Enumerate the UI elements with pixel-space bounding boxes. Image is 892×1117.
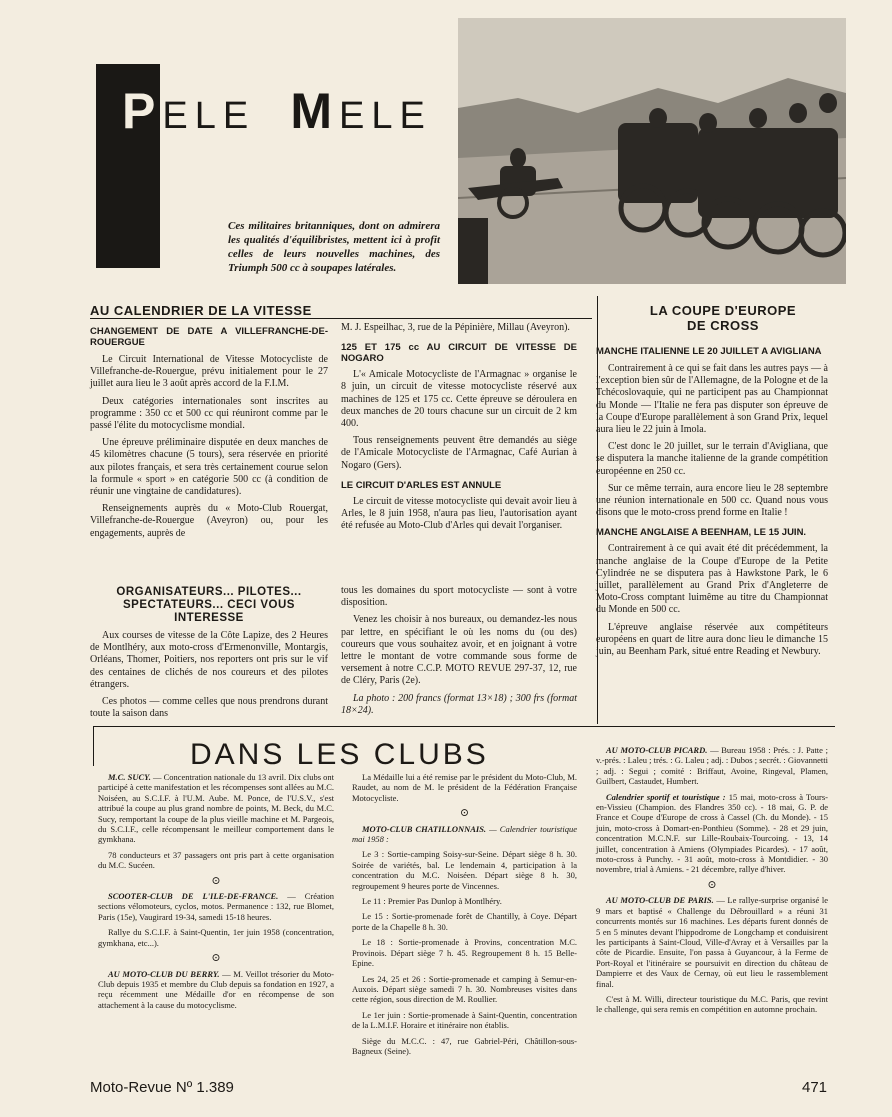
calendrier-p8: Le circuit de vitesse motocycliste qui devait avoir lieu à Arles, le 8 juin 1958, n'aura pas lieu, l'autorisation ayant été refusée au Moto-Club d'Arles qui devait l'organiser. bbox=[341, 495, 577, 532]
club-berry-text-2: La Médaille lui a été remise par le président du Moto-Club, M. Raudet, au nom de M. le président de la Fédération Française Motocycliste. bbox=[352, 772, 577, 803]
calendrier-sub-nogaro: 125 ET 175 cc AU CIRCUIT DE VITESSE DE NOGARO bbox=[341, 342, 577, 365]
calendrier-p2: Deux catégories internationales sont inscrites au programme : 350 cc et 500 cc qui réuniront comme par le passé l'élite du motocyclisme mondial. bbox=[90, 395, 328, 432]
coupe-p3: Sur ce même terrain, aura encore lieu le 28 septembre une réunion internationale en 500 cc. Quand nous vous disons que le moto-cross prend forme en Italie ! bbox=[596, 482, 828, 519]
page-number: 471 bbox=[802, 1079, 828, 1096]
club-chatillonnais-p8: Siège du M.C.C. : 47, rue Gabriel-Péri, Châtillon-sous-Bagneux (Seine). bbox=[352, 1035, 577, 1056]
photo-caption: Ces militaires britanniques, dont on admirera les qualités d'équilibristes, mettent ici à profit celles de leurs nouvelles machines, des Triumph 500 cc à soupapes latérales. bbox=[228, 220, 440, 274]
club-chatillonnais-heading: MOTO-CLUB CHATILLONNAIS. bbox=[362, 823, 487, 834]
title-part-2: ELE bbox=[338, 95, 432, 137]
club-berry-heading: AU MOTO-CLUB DU BERRY. bbox=[108, 968, 220, 979]
title-initial-m: M bbox=[290, 83, 339, 139]
coupe-title-line-2: DE CROSS bbox=[687, 318, 759, 333]
coupe-col bbox=[596, 342, 828, 663]
club-sucy-text: — Concentration nationale du 13 avril. Dix clubs ont participé à cette manifestation et les récompenses sont allées au M.C. Noiséen, au S.C.I.F. à l'U.M. Aube. M. Ponce, de l'U.S.V., s'est attribué la coupe au plus grand nombre de points, M. Beck, du M.C. Sucy, remportant la coupe de la plus vieille machine et M. Pargeois, du S.C.I.F., celle récompensant le meilleur comportement dans le gymkhana. bbox=[98, 772, 335, 845]
calendrier-title: AU CALENDRIER DE LA VITESSE bbox=[90, 303, 312, 318]
club-paris-text-2: C'est à M. Willi, directeur touristique du M.C. Paris, que revint le challenge, qui sera remis en compétition en automne prochain. bbox=[596, 993, 828, 1015]
club-berry-text: — M. Veillot trésorier du Moto-Club depuis 1935 et membre du Club depuis sa fondation en 1927, a reçu récemment une Médaille d'or en récompense de son attachement à la cause du motocyclisme. bbox=[98, 968, 335, 1010]
coupe-p4: Contrairement à ce qui avait été dit précédemment, la manche anglaise de la Coupe d'Europe de la Petite Cylindrée ne se disputera pas à Hawkstone Park, le 6 juillet, parallèlement au Grand Prix d'Angleterre de Moto-Cross comptant luimême au titre du Championnat du Monde en 500 cc. bbox=[596, 543, 828, 616]
photo-illustration bbox=[458, 18, 846, 284]
separator-1: ⊙ bbox=[211, 874, 221, 887]
club-paris-text: — Le rallye-surprise organisé le 9 mars et baptisé « Challenge du Débrouillard » a réuni 31 concurrents montés sur 16 machines. Les départs furent donnés de 5 en 5 minutes devant l'hippodrome de Longchamp et conduisirent les participants à Saint-Cloud, Ville-d'Avray et à Versailles par la côte de Picardie. Ensuite, l'on passa à Guyancour, à la Ferme de Port-Royal et l'itinéraire se poursuivit en direction du château de Dampierre et des Vaux de Cernay, où eut lieu le rassemblement final. bbox=[596, 895, 828, 989]
club-paris-heading: AU MOTO-CLUB DE PARIS. bbox=[606, 895, 714, 906]
clubs-col-1 bbox=[98, 772, 334, 1015]
clubs-title: DANS LES CLUBS bbox=[190, 738, 489, 771]
clubs-col-3 bbox=[596, 745, 828, 1020]
title-part-1: ELE bbox=[162, 95, 256, 137]
calendrier-rule bbox=[90, 318, 592, 319]
club-chatillonnais-p6: Les 24, 25 et 26 : Sortie-promenade et camping à Semur-en-Auxois. Départ siège samedi 7 h. 30. Nombreuses visites dans cette région, sous direction de M. Roullier. bbox=[352, 973, 577, 1005]
calendrier-col-2 bbox=[341, 322, 577, 537]
club-sucy-heading: M.C. SUCY. bbox=[108, 772, 151, 782]
club-picard-text: — Bureau 1958 : Prés. : J. Patte ; v.-prés. : Laleu ; trés. : G. Laleu ; adj. : Dubos ; secrét. : Giovannetti ; adj. : Segui ; comité : Briffaut, Avoine, Ringeval, Plamen, Guilbert, Castaudet, Humbert. bbox=[596, 745, 828, 787]
organisateurs-p4: Venez les choisir à nos bureaux, ou demandez-les nous par lettre, en spécifiant le où les noms du (ou des) coureurs que vous souhaitez avoir, et en joignant à votre lettre le montant de votre commande sous forme de versement à notre C.C.P. MOTO REVUE 297-37, 12, rue de Cléry, Paris (2e). bbox=[341, 614, 577, 687]
club-scif-heading: SCOOTER-CLUB DE L'ILE-DE-FRANCE. bbox=[108, 891, 279, 902]
club-chatillonnais-p3: Le 11 : Premier Pas Dunlop à Montlhéry. bbox=[362, 896, 502, 907]
organisateurs-col-1 bbox=[90, 630, 328, 725]
motorcycle-photo bbox=[458, 18, 846, 284]
calendrier-p5: M. J. Espeilhac, 3, rue de la Pépinière, Millau (Aveyron). bbox=[341, 322, 570, 333]
club-chatillonnais-p7: Le 1er juin : Sortie-promenade à Saint-Quentin, concentration de la L.M.I.F. Horaire et itinéraire non établis. bbox=[352, 1009, 577, 1031]
club-picard-calendar-heading: Calendrier sportif et touristique : bbox=[606, 791, 726, 802]
club-chatillonnais-p4: Le 15 : Sortie-promenade forêt de Chantilly, à Coye. Départ porte de la Chapelle 8 h. 30. bbox=[352, 911, 577, 932]
calendrier-p1: Le Circuit International de Vitesse Motocycliste de Villefranche-de-Rouergue, prévu initialement pour le 27 juillet aura lieu le 3 août après accord de la F.I.M. bbox=[90, 354, 328, 390]
calendrier-p4: Renseignements auprès du « Moto-Club Rouergat, Villefranche-de-Rouergue (Aveyron) ou, pour les engagements, auprès de bbox=[90, 503, 328, 539]
separator-4: ⊙ bbox=[707, 878, 717, 891]
clubs-col-2 bbox=[352, 772, 577, 1061]
calendrier-sub-arles: LE CIRCUIT D'ARLES EST ANNULE bbox=[341, 479, 502, 491]
organisateurs-p1: Aux courses de vitesse de la Côte Lapize, des 2 Heures de Montlhéry, aux moto-cross d'Ermenonville, Montargis, Orléans, Thomer, Poitiers, nos reporters ont pris sur le vif des centaines de clichés de nos coureurs et des pilotes étrangers. bbox=[90, 630, 328, 690]
club-scif-text-2: Rallye du S.C.I.F. à Saint-Quentin, 1er juin 1958 (concentration, gymkhana, etc...). bbox=[98, 927, 334, 948]
coupe-sub-italienne: MANCHE ITALIENNE LE 20 JUILLET A AVIGLIANA bbox=[596, 346, 822, 357]
calendrier-sub-villefranche: CHANGEMENT DE DATE A VILLEFRANCHE-DE-ROUERGUE bbox=[90, 326, 328, 348]
coupe-sub-anglaise: MANCHE ANGLAISE A BEENHAM, LE 15 JUIN. bbox=[596, 527, 807, 539]
page-title bbox=[122, 82, 432, 140]
organisateurs-col-2 bbox=[341, 585, 577, 722]
club-chatillonnais-p2: Le 3 : Sortie-camping Soisy-sur-Seine. Départ siège 8 h. 30. Soirée de variétés, bal. Le lendemain 4, participation à la concentration du M.C. Noiséen. Départ siège 8 h. 30, regroupement 9 heures porte de Vincennes. bbox=[352, 849, 577, 891]
coupe-p2: C'est donc le 20 juillet, sur le terrain d'Avigliana, que se disputera la manche italienne de la grande compétition européenne en 250 cc. bbox=[596, 441, 828, 477]
calendrier-p3: Une épreuve préliminaire disputée en deux manches de 45 kilomètres chacune (5 tours), sera réservée en priorité aux pilotes français, et sera très certainement courue selon la formule « sport » en catégorie 500 cc (à condition de réunir une vingtaine de candidatures). bbox=[90, 437, 328, 498]
calendrier-p7: Tous renseignements peuvent être demandés au siège de l'Amicale Motocycliste de l'Armagnac, Café Aurian à Nogaro (Gers). bbox=[341, 435, 577, 471]
calendrier-p6: L'« Amicale Motocycliste de l'Armagnac » organise le 8 juin, un circuit de vitesse motocycliste réservé aux machines de 125 et 175 cc. Cette épreuve se déroulera en deux manches de 20 tours chacune sur un circuit de 2 km 400. bbox=[341, 369, 577, 430]
club-chatillonnais-p5: Le 18 : Sortie-promenade à Provins, concentration M.C. Provinois. Départ siège 7 h. 45. Regroupement 8 h. 15 Belle-Epine. bbox=[352, 937, 577, 969]
club-sucy-text-2: 78 conducteurs et 37 passagers ont pris part à cette organisation du M.C. Sucéen. bbox=[98, 849, 334, 871]
club-scif-text: — Création sections vélomoteurs, cyclos, motos. Permanence : 132, rue Blomet, Paris (15e), Vaugirard 19-34, samedi 15-18 heures. bbox=[98, 891, 334, 922]
clubs-top-rule bbox=[93, 726, 835, 727]
organisateurs-title: ORGANISATEURS... PILOTES... SPECTATEURS... CECI VOUS INTERESSE bbox=[116, 586, 302, 624]
coupe-title bbox=[605, 303, 841, 333]
coupe-title-line-1: LA COUPE D'EUROPE bbox=[649, 303, 797, 318]
club-picard-calendar: 15 mai, moto-cross à Tours-en-Vissieu (Champion. des Flandres 350 cc). - 18 mai, G. P. de France et Coupe d'Europe de cross à Cassel (Ch. du Monde). - 15 juin, moto-cross à Domart-en-Ponthieu (Somme). - 28 et 29 juin, concentration M.C.N.F. sur Lille-Roubaix-Tourcoing. - 13, 14 juillet, concentration à Amiens (Olympiades Picardes). - 17 août, moto-cross à Punchy. - 31 août, moto-cross à Montdidier. - 30 novembre, trial à Amiens. - 21 décembre, rallye d'hiver. bbox=[596, 791, 828, 875]
footer-publication: Moto-Revue Nº 1.389 bbox=[90, 1079, 234, 1096]
organisateurs-p2: Ces photos — comme celles que nous prendrons durant toute la saison dans bbox=[90, 696, 328, 720]
club-chatillonnais-sub: — Calendrier touristique mai 1958 : bbox=[352, 823, 577, 845]
organisateurs-p5: La photo : 200 francs (format 13×18) ; 300 frs (format 18×24). bbox=[341, 692, 577, 716]
separator-2: ⊙ bbox=[211, 952, 221, 965]
title-initial-p: P bbox=[122, 83, 163, 139]
separator-3: ⊙ bbox=[459, 807, 470, 820]
coupe-p5: L'épreuve anglaise réservée aux compétiteurs européens en quart de litre aura donc lieu le dimanche 15 juin, au Beenham Park, situé entre Reading et Newbury. bbox=[596, 621, 828, 658]
organisateurs-p3: tous les domaines du sport motocycliste — sont à votre disposition. bbox=[341, 585, 577, 609]
calendrier-col-1 bbox=[90, 322, 328, 545]
coupe-p1: Contrairement à ce qui se fait dans les autres pays — à l'exception bien sûr de l'Allemagne, de la Pologne et de la Tchécoslovaquie, qui ne participent pas au Championnat du Monde — l'Italie ne fera pas disputer son épreuve de la Coupe d'Europe parallèlement à son Grand Prix, lequel aura lieu le 22 juin à Imola. bbox=[596, 363, 828, 436]
clubs-left-bracket bbox=[93, 726, 94, 766]
club-picard-heading: AU MOTO-CLUB PICARD. bbox=[606, 745, 708, 755]
